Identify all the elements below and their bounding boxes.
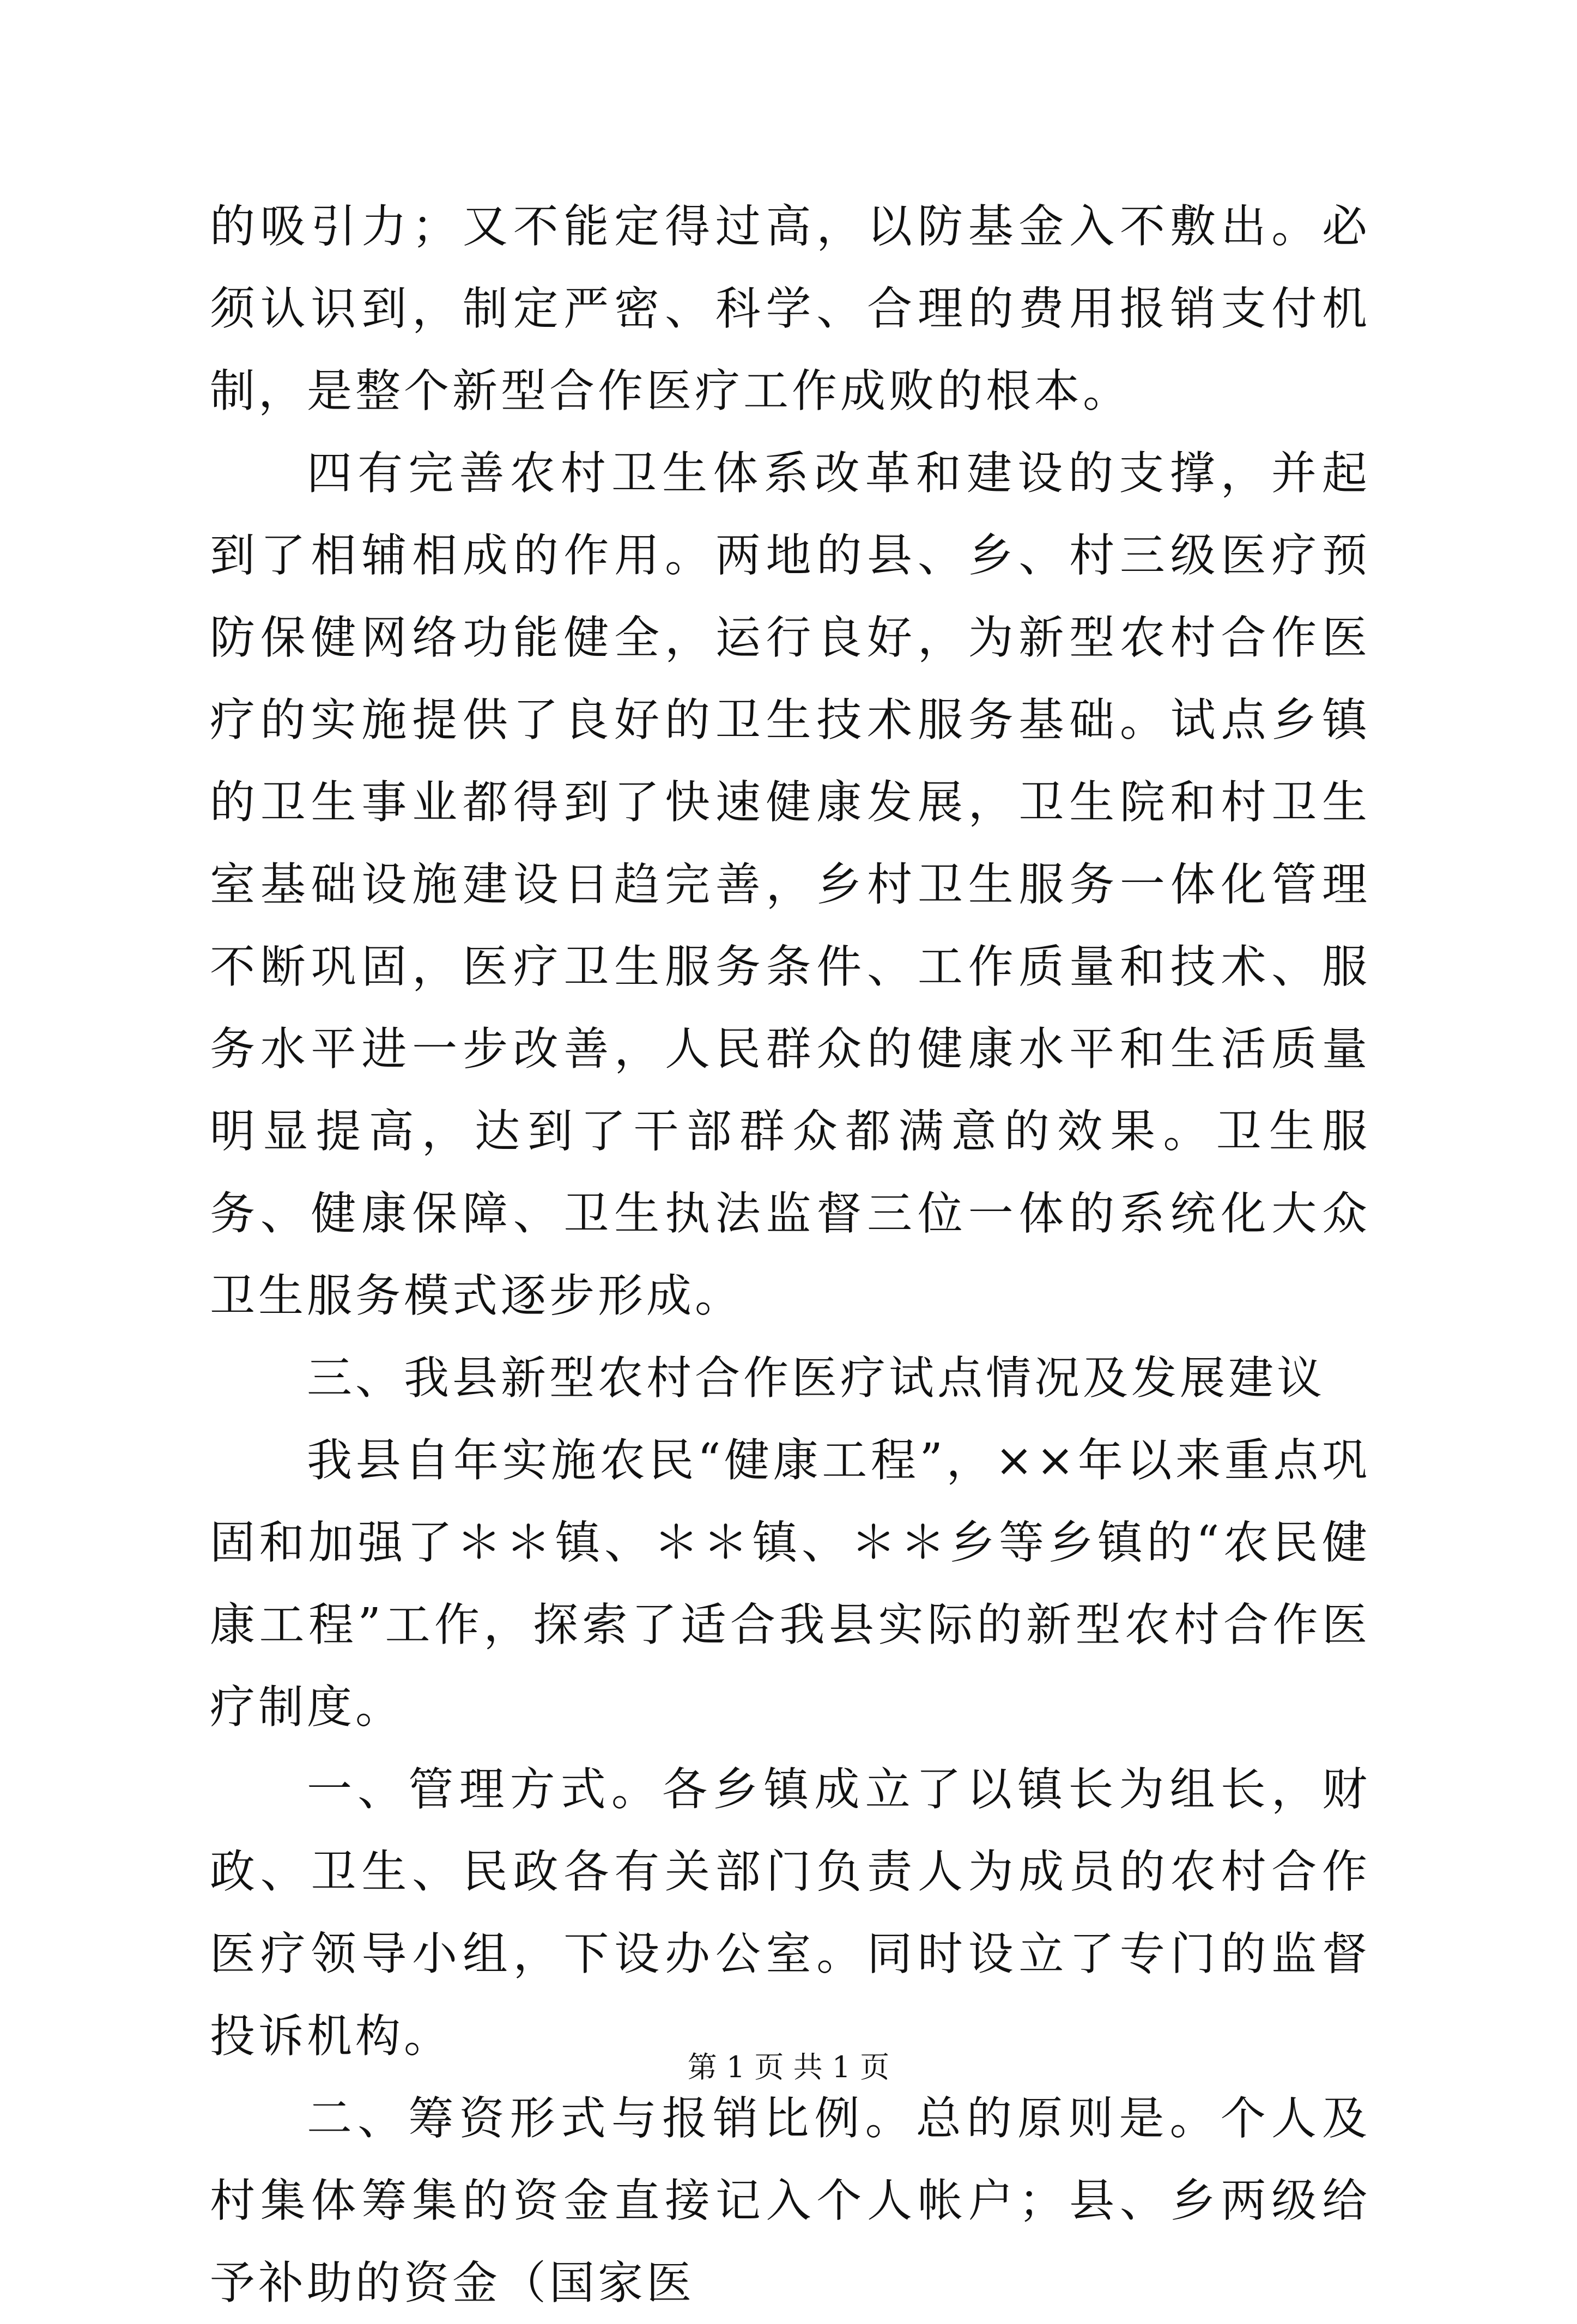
paragraph-continuation: 的吸引力；又不能定得过高，以防基金入不敷出。必须认识到，制定严密、科学、合理的费用报销支付机制，是整个新型合作医疗工作成败的根本。 [210,200,1370,417]
section-heading: 三、我县新型农村合作医疗试点情况及发展建议 [307,1352,1325,1404]
paragraph-funding: 二、筹资形式与报销比例。总的原则是。个人及村集体筹集的资金直接记入个人帐户；县、乡两级给予补助的资金（国家医 [210,2092,1370,2309]
page-footer: 第 1 页 共 1 页 [687,2050,890,2084]
document-body [210,185,1370,2324]
paragraph-rural-health-system: 四有完善农村卫生体系改革和建设的支撑，并起到了相辅相成的作用。两地的县、乡、村三级医疗预防保健网络功能健全，运行良好，为新型农村合作医疗的实施提供了良好的卫生技术服务基础。试点乡镇的卫生事业都得到了快速健康发展，卫生院和村卫生室基础设施建设日趋完善，乡村卫生服务一体化管理不断巩固，医疗卫生服务条件、工作质量和技术、服务水平进一步改善，人民群众的健康水平和生活质量明显提高，达到了干部群众都满意的效果。卫生服务、健康保障、卫生执法监督三位一体的系统化大众卫生服务模式逐步形成。 [210,447,1370,1322]
paragraph-management: 一、管理方式。各乡镇成立了以镇长为组长，财政、卫生、民政各有关部门负责人为成员的农村合作医疗领导小组，下设办公室。同时设立了专门的监督投诉机构。 [210,1763,1370,2063]
paragraph-county-pilot: 我县自年实施农民“健康工程”，××年以来重点巩固和加强了＊＊镇、＊＊镇、＊＊乡等乡镇的“农民健康工程”工作，探索了适合我县实际的新型农村合作医疗制度。 [210,1434,1370,1733]
